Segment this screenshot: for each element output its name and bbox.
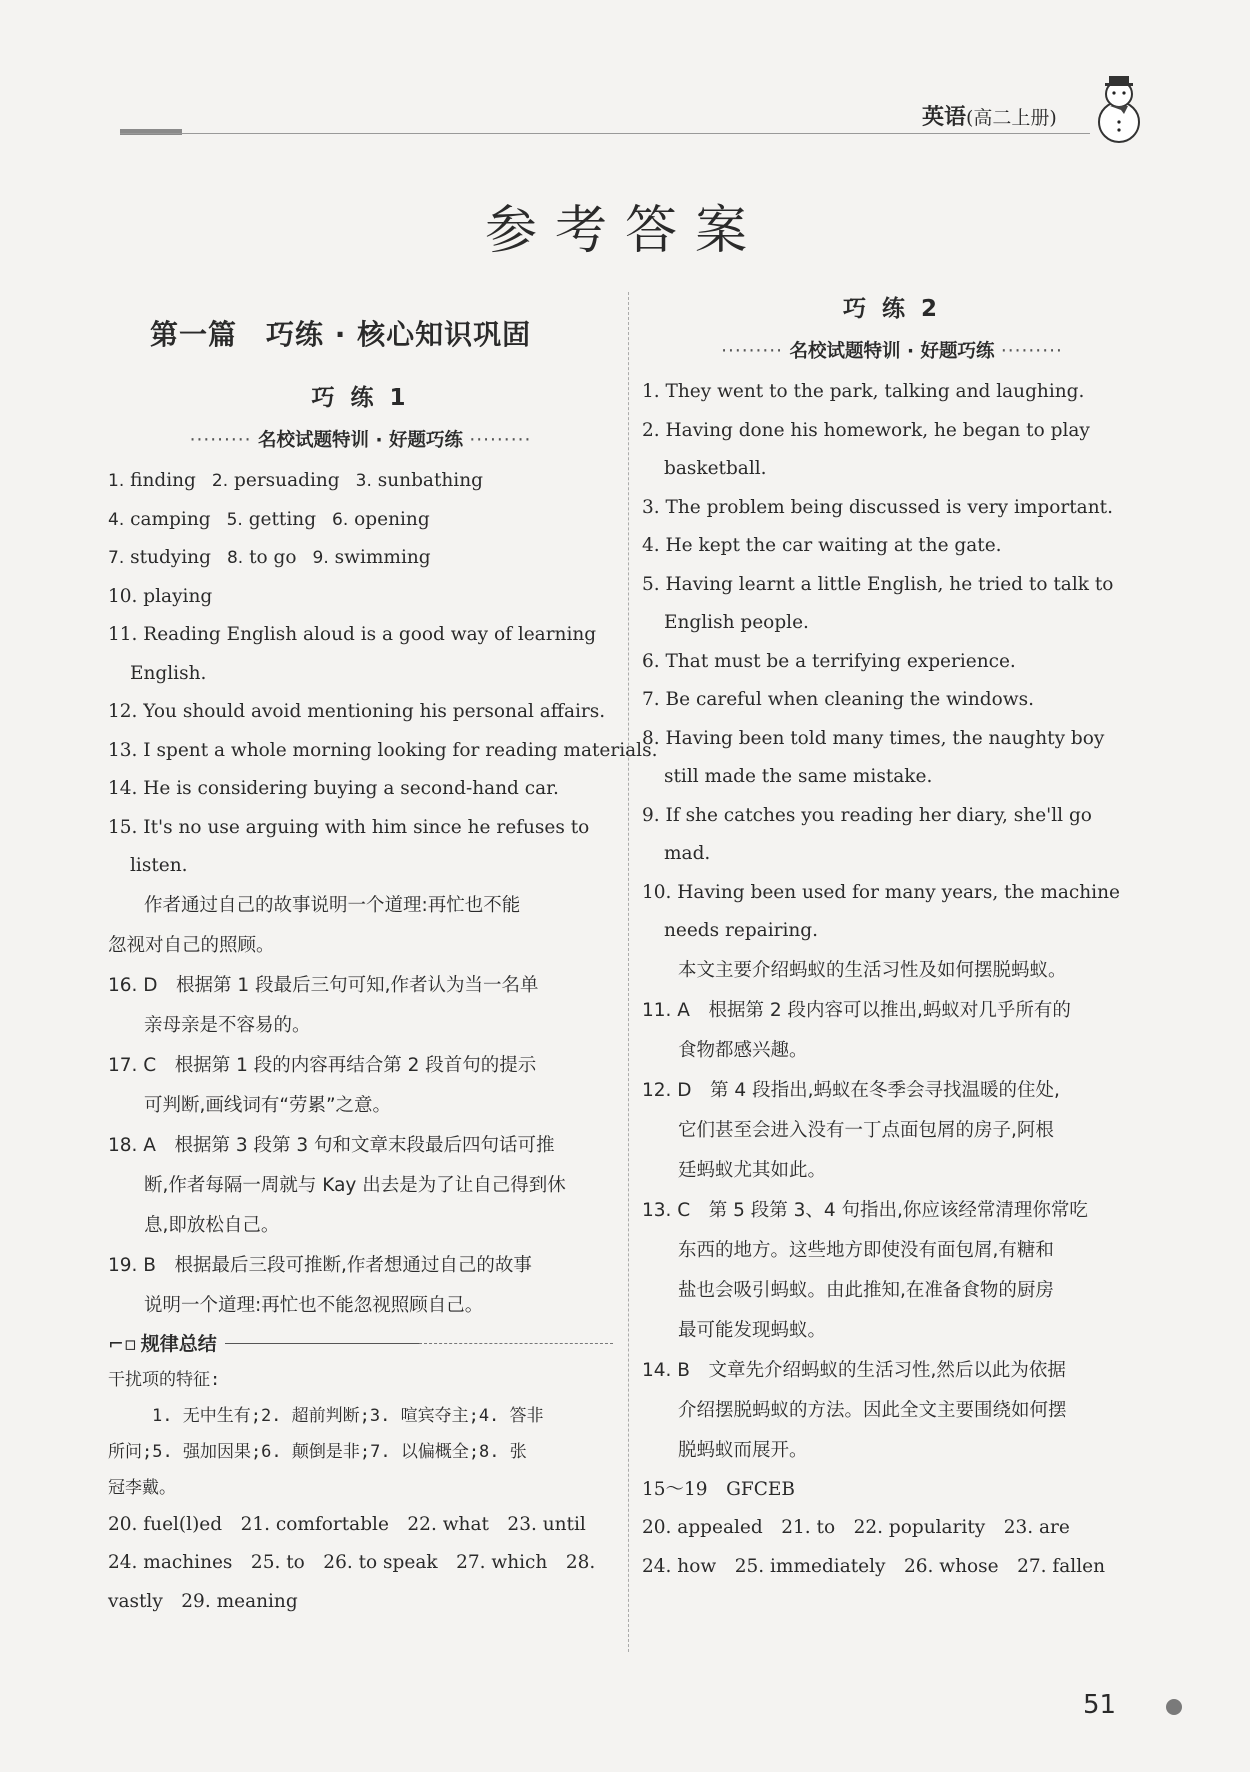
question-explanation: 食物都感兴趣。: [678, 1039, 808, 1061]
question-explanation: 可判断,画线词有“劳累”之意。: [144, 1094, 392, 1116]
answer-line: 2. Having done his homework, he began to play: [642, 419, 1090, 441]
answer-line: 10. Having been used for many years, the machine: [642, 881, 1120, 903]
answer-line: needs repairing.: [664, 920, 819, 941]
answer-line: English.: [130, 662, 207, 684]
snowman-icon: [1094, 70, 1144, 145]
question-explanation: 盐也会吸引蚂蚁。由此推知,在准备食物的厨房: [678, 1279, 1054, 1301]
question-explanation: 东西的地方。这些地方即使没有面包屑,有糖和: [678, 1239, 1054, 1261]
question-explanation: 亲母亲是不容易的。: [144, 1014, 311, 1036]
answer-line: still made the same mistake.: [664, 766, 933, 787]
question-explanation: 说明一个道理:再忙也不能忽视照顾自己。: [144, 1294, 484, 1316]
section-title-1: 巧 练 1: [311, 385, 410, 411]
question-explanation: 断,作者每隔一周就与 Kay 出去是为了让自己得到休: [144, 1174, 566, 1196]
answer-line: 1. finding 2. persuading 3. sunbathing: [108, 470, 483, 491]
question-explanation: 17. C 根据第 1 段的内容再结合第 2 段首句的提示: [108, 1054, 537, 1076]
answer-line: 13. I spent a whole morning looking for reading materials.: [108, 739, 658, 761]
section-subtitle-1: ········· 名校试题特训 · 好题巧练 ·········: [189, 430, 532, 451]
answer-line: 3. The problem being discussed is very important.: [642, 496, 1113, 518]
passage-intro: 忽视对自己的照顾。: [108, 934, 275, 956]
answer-line: 9. If she catches you reading her diary, she'll go: [642, 804, 1092, 826]
answer-line: 8. Having been told many times, the naughty boy: [642, 727, 1105, 749]
section-title-2: 巧 练 2: [842, 296, 942, 322]
answer-line: mad.: [664, 843, 711, 864]
answer-line: 4. camping 5. getting 6. opening: [108, 508, 430, 530]
answer-line: basketball.: [664, 458, 767, 479]
passage-intro: 作者通过自己的故事说明一个道理:再忙也不能: [144, 894, 521, 916]
summary-body: 干扰项的特征: 1. 无中生有;2. 超前判断;3. 喧宾夺主;4. 答非 所问;5. 强加因果;6. 颠倒是非;7. 以偏概全;8. 张 冠李戴。: [108, 1369, 544, 1498]
answer-line: 11. Reading English aloud is a good way of learning: [108, 624, 597, 645]
page-title: 参考答案: [484, 201, 765, 261]
question-explanation: 18. A 根据第 3 段第 3 句和文章末段最后四句话可推: [108, 1134, 555, 1156]
question-explanation: 息,即放松自己。: [144, 1214, 280, 1236]
passage-intro: 本文主要介绍蚂蚁的生活习性及如何摆脱蚂蚁。: [678, 959, 1067, 981]
part-title: 第一篇 巧练 · 核心知识巩固: [150, 318, 532, 351]
page-number: 51: [1083, 1690, 1117, 1720]
answer-line: 7. studying 8. to go 9. swimming: [108, 547, 431, 568]
answer-line: listen.: [130, 855, 188, 876]
answer-line: 14. He is considering buying a second-hand car.: [108, 778, 559, 799]
answer-line: 20. fuel(l)ed 21. comfortable 22. what 23. until: [108, 1513, 586, 1535]
answer-line: 5. Having learnt a little English, he tried to talk to: [642, 573, 1114, 595]
answer-line: vastly 29. meaning: [108, 1590, 298, 1612]
left-column: [108, 305, 658, 1621]
question-explanation: 11. A 根据第 2 段内容可以推出,蚂蚁对几乎所有的: [642, 999, 1071, 1021]
right-column: [642, 290, 1142, 1586]
question-explanation: 介绍摆脱蚂蚁的方法。因此全文主要围绕如何摆: [678, 1399, 1067, 1421]
question-explanation: 12. D 第 4 段指出,蚂蚁在冬季会寻找温暖的住处,: [642, 1079, 1060, 1101]
question-explanation: 19. B 根据最后三段可推断,作者想通过自己的故事: [108, 1254, 532, 1276]
answer-line: 1. They went to the park, talking and laughing.: [642, 381, 1085, 402]
answer-line: 24. machines 25. to 26. to speak 27. which 28.: [108, 1552, 596, 1573]
answer-line: 24. how 25. immediately 26. whose 27. fallen: [642, 1555, 1105, 1577]
header-rule: [120, 133, 1090, 134]
column-divider: [628, 292, 629, 1652]
question-explanation: 14. B 文章先介绍蚂蚁的生活习性,然后以此为依据: [642, 1359, 1066, 1381]
page-dot-icon: [1166, 1699, 1182, 1715]
header-subject: 英语(高二上册): [922, 104, 1057, 130]
answer-line: 6. That must be a terrifying experience.: [642, 650, 1016, 672]
answer-line: 7. Be careful when cleaning the windows.: [642, 689, 1034, 710]
answer-line: English people.: [664, 612, 809, 633]
question-explanation: 廷蚂蚁尤其如此。: [678, 1159, 827, 1181]
answer-line: 10. playing: [108, 585, 213, 607]
answer-line: 20. appealed 21. to 22. popularity 23. are: [642, 1517, 1070, 1538]
header-accent-bar: [120, 129, 182, 135]
summary-header: ⌐▫ 规律总结: [108, 1326, 613, 1362]
question-explanation: 脱蚂蚁而展开。: [678, 1439, 808, 1461]
question-explanation: 最可能发现蚂蚁。: [678, 1319, 827, 1341]
question-explanation: 13. C 第 5 段第 3、4 句指出,你应该经常清理你常吃: [642, 1199, 1088, 1221]
section-subtitle-2: ········· 名校试题特训 · 好题巧练 ·········: [721, 341, 1063, 362]
answer-line: 15～19 GFCEB: [642, 1478, 795, 1500]
question-explanation: 16. D 根据第 1 段最后三句可知,作者认为当一名单: [108, 974, 539, 996]
answer-line: 12. You should avoid mentioning his personal affairs.: [108, 701, 606, 722]
answer-line: 15. It's no use arguing with him since he refuses to: [108, 816, 590, 838]
question-explanation: 它们甚至会进入没有一丁点面包屑的房子,阿根: [678, 1119, 1054, 1141]
answer-line: 4. He kept the car waiting at the gate.: [642, 535, 1002, 556]
